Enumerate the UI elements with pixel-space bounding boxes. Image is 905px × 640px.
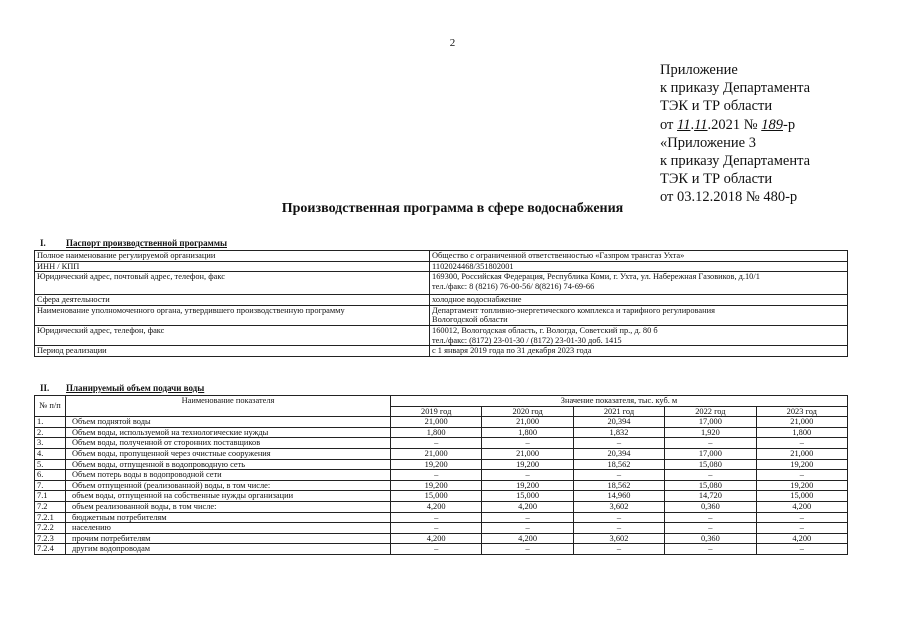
row-name: Объем поднятой воды <box>66 417 391 428</box>
header-year: 2022 год <box>665 406 756 417</box>
row-value: 4,200 <box>391 533 482 544</box>
row-value: – <box>391 438 482 449</box>
row-name: объем реализованной воды, в том числе: <box>66 501 391 512</box>
handwritten-order-number: 189 <box>761 116 783 133</box>
row-value: – <box>573 512 664 523</box>
section-number: II. <box>40 383 50 393</box>
date-dot: . <box>690 116 695 133</box>
section-title: Паспорт производственной программы <box>66 238 227 248</box>
row-value: – <box>665 523 756 534</box>
row-label: Наименование уполномоченного органа, утвердившего производственную программу <box>35 305 430 325</box>
row-value: 18,562 <box>573 459 664 470</box>
appendix-line: к приказу Департамента <box>660 153 811 170</box>
row-value: 19,200 <box>756 480 847 491</box>
row-value: – <box>573 438 664 449</box>
passport-table <box>34 250 848 357</box>
handwritten-day: 11 <box>677 116 691 133</box>
row-value: Общество с ограниченной ответственностью «Газпром трансгаз Ухта» <box>430 251 848 262</box>
row-name: Объем воды, полученной от сторонних поставщиков <box>66 438 391 449</box>
table-row <box>35 491 848 502</box>
row-value: 4,200 <box>756 501 847 512</box>
row-value: 14,960 <box>573 491 664 502</box>
row-value: 21,000 <box>756 448 847 459</box>
section-number: I. <box>40 238 46 248</box>
row-label: Юридический адрес, телефон, факс <box>35 325 430 345</box>
appendix-line: ТЭК и ТР области <box>660 98 773 115</box>
appendix-line: Приложение <box>660 62 738 78</box>
handwritten-month: 11 <box>694 116 708 133</box>
row-value-line2: Вологодской области <box>432 315 508 325</box>
row-value: 15,000 <box>482 491 573 502</box>
row-value: 1,800 <box>756 427 847 438</box>
row-number: 5. <box>35 459 66 470</box>
row-name: Объем воды, используемой на технологические нужды <box>66 427 391 438</box>
row-value: 1,800 <box>391 427 482 438</box>
row-name: Объем воды, пропущенной через очистные сооружения <box>66 448 391 459</box>
appendix-line: к приказу Департамента <box>660 80 811 97</box>
row-value: – <box>391 470 482 481</box>
row-label: Полное наименование регулируемой организации <box>35 251 430 262</box>
table-row <box>35 251 848 262</box>
page-number: 2 <box>449 37 456 49</box>
row-value: – <box>482 438 573 449</box>
row-value: – <box>482 544 573 555</box>
row-value: 19,200 <box>482 459 573 470</box>
row-value: 4,200 <box>482 501 573 512</box>
table-row <box>35 448 848 459</box>
appendix-line: «Приложение 3 <box>660 134 756 151</box>
appendix-line: ТЭК и ТР области <box>660 171 773 188</box>
row-value: – <box>573 544 664 555</box>
table-row <box>35 438 848 449</box>
header-year: 2021 год <box>573 406 664 417</box>
appendix-block <box>660 61 810 207</box>
row-number: 7.2.3 <box>35 533 66 544</box>
row-value: 0,360 <box>665 533 756 544</box>
row-value: 15,080 <box>665 459 756 470</box>
row-value: 19,200 <box>482 480 573 491</box>
header-number: № п/п <box>35 396 66 417</box>
row-value: с 1 января 2019 года по 31 декабря 2023 года <box>430 346 848 357</box>
header-group: Значение показателя, тыс. куб. м <box>391 396 848 407</box>
row-number: 3. <box>35 438 66 449</box>
row-value: 3,602 <box>573 501 664 512</box>
row-value: 1102024468/351802001 <box>430 261 848 272</box>
row-value: 4,200 <box>482 533 573 544</box>
row-value: – <box>665 544 756 555</box>
row-label: Юридический адрес, почтовый адрес, телефон, факс <box>35 272 430 295</box>
header-year: 2020 год <box>482 406 573 417</box>
row-value: – <box>391 523 482 534</box>
row-value: 19,200 <box>391 480 482 491</box>
header-year: 2023 год <box>756 406 847 417</box>
row-name: другим водопроводам <box>66 544 391 555</box>
row-value: 14,720 <box>665 491 756 502</box>
row-name: Объем воды, отпущенной в водопроводную сеть <box>66 459 391 470</box>
row-number: 1. <box>35 417 66 428</box>
row-value: 160012, Вологодская область, г. Вологда, Советский пр., д. 80 б <box>432 325 658 335</box>
row-value: – <box>756 544 847 555</box>
row-name: Объем отпущенной (реализованной) воды, в том числе: <box>66 480 391 491</box>
table-row <box>35 512 848 523</box>
row-number: 2. <box>35 427 66 438</box>
header-name: Наименование показателя <box>66 396 391 417</box>
row-value-line2: тел./факс: 8 (8216) 76-00-56/ 8(8216) 74-69-66 <box>432 281 595 291</box>
table-row <box>35 325 848 345</box>
table-row <box>35 501 848 512</box>
row-value: – <box>573 470 664 481</box>
table-row <box>35 295 848 306</box>
row-value: – <box>391 512 482 523</box>
water-volume-table <box>34 395 848 555</box>
row-value: 21,000 <box>756 417 847 428</box>
table-row <box>35 427 848 438</box>
table-row <box>35 459 848 470</box>
row-value-line2: тел./факс: (8172) 23-01-30 / (8172) 23-01-30 доб. 1415 <box>432 335 622 345</box>
table-header-row <box>35 396 848 407</box>
row-name: Объем потерь воды в водопроводной сети <box>66 470 391 481</box>
row-value: 1,920 <box>665 427 756 438</box>
row-value: 21,000 <box>391 448 482 459</box>
row-number: 4. <box>35 448 66 459</box>
row-value: 20,394 <box>573 417 664 428</box>
row-value: – <box>573 523 664 534</box>
row-name: объем воды, отпущенной на собственные нужды организации <box>66 491 391 502</box>
row-value: 18,562 <box>573 480 664 491</box>
row-value: 169300, Российская Федерация, Республика Коми, г. Ухта, ул. Набережная Газовиков, д.10/1 <box>432 272 760 282</box>
table-row <box>35 417 848 428</box>
row-value: холодное водоснабжение <box>430 295 848 306</box>
table-row <box>35 305 848 325</box>
row-value: 4,200 <box>391 501 482 512</box>
table-row <box>35 346 848 357</box>
row-value-cell <box>430 325 848 345</box>
row-number: 7.2.2 <box>35 523 66 534</box>
row-value: – <box>482 470 573 481</box>
appendix-line: от 03.12.2018 № 480-р <box>660 189 798 206</box>
row-value: – <box>756 438 847 449</box>
date-year-no: .2021 № <box>707 116 762 133</box>
row-number: 7.2.1 <box>35 512 66 523</box>
row-label: ИНН / КПП <box>35 261 430 272</box>
row-value: 19,200 <box>391 459 482 470</box>
document-title: Производственная программа в сфере водоснабжения <box>281 201 624 216</box>
row-value: – <box>756 523 847 534</box>
row-value: – <box>482 512 573 523</box>
row-value: 17,000 <box>665 448 756 459</box>
table-row <box>35 544 848 555</box>
row-value: – <box>665 470 756 481</box>
row-value: 21,000 <box>482 448 573 459</box>
table-row <box>35 533 848 544</box>
row-value: – <box>756 512 847 523</box>
table-row <box>35 272 848 295</box>
row-value: 1,832 <box>573 427 664 438</box>
table-row <box>35 261 848 272</box>
appendix-date-prefix: от <box>660 116 678 133</box>
row-value: 15,080 <box>665 480 756 491</box>
row-value: 21,000 <box>482 417 573 428</box>
row-value: – <box>665 512 756 523</box>
row-value-cell <box>430 272 848 295</box>
row-value: 19,200 <box>756 459 847 470</box>
row-name: бюджетным потребителям <box>66 512 391 523</box>
row-number: 7.2.4 <box>35 544 66 555</box>
row-value: 17,000 <box>665 417 756 428</box>
row-value: – <box>391 544 482 555</box>
row-value: 4,200 <box>756 533 847 544</box>
row-label: Сфера деятельности <box>35 295 430 306</box>
row-value: – <box>482 523 573 534</box>
row-value: 21,000 <box>391 417 482 428</box>
row-value: 1,800 <box>482 427 573 438</box>
section-title: Планируемый объем подачи воды <box>66 383 205 393</box>
row-value: 3,602 <box>573 533 664 544</box>
table-row <box>35 480 848 491</box>
section2-heading <box>40 383 204 393</box>
row-label: Период реализации <box>35 346 430 357</box>
row-value: – <box>756 470 847 481</box>
row-number: 7. <box>35 480 66 491</box>
section1-heading <box>40 238 227 248</box>
table-row <box>35 523 848 534</box>
row-value: 15,000 <box>391 491 482 502</box>
order-suffix: -р <box>783 116 796 133</box>
table-row <box>35 470 848 481</box>
row-number: 7.1 <box>35 491 66 502</box>
row-value-cell <box>430 305 848 325</box>
row-value: 20,394 <box>573 448 664 459</box>
row-number: 7.2 <box>35 501 66 512</box>
row-value: 0,360 <box>665 501 756 512</box>
header-year: 2019 год <box>391 406 482 417</box>
row-value: – <box>665 438 756 449</box>
row-value: 15,000 <box>756 491 847 502</box>
row-number: 6. <box>35 470 66 481</box>
row-name: прочим потребителям <box>66 533 391 544</box>
row-value: Департамент топливно-энергетического комплекса и тарифного регулирования <box>432 305 715 315</box>
row-name: населению <box>66 523 391 534</box>
table-body <box>35 417 848 555</box>
